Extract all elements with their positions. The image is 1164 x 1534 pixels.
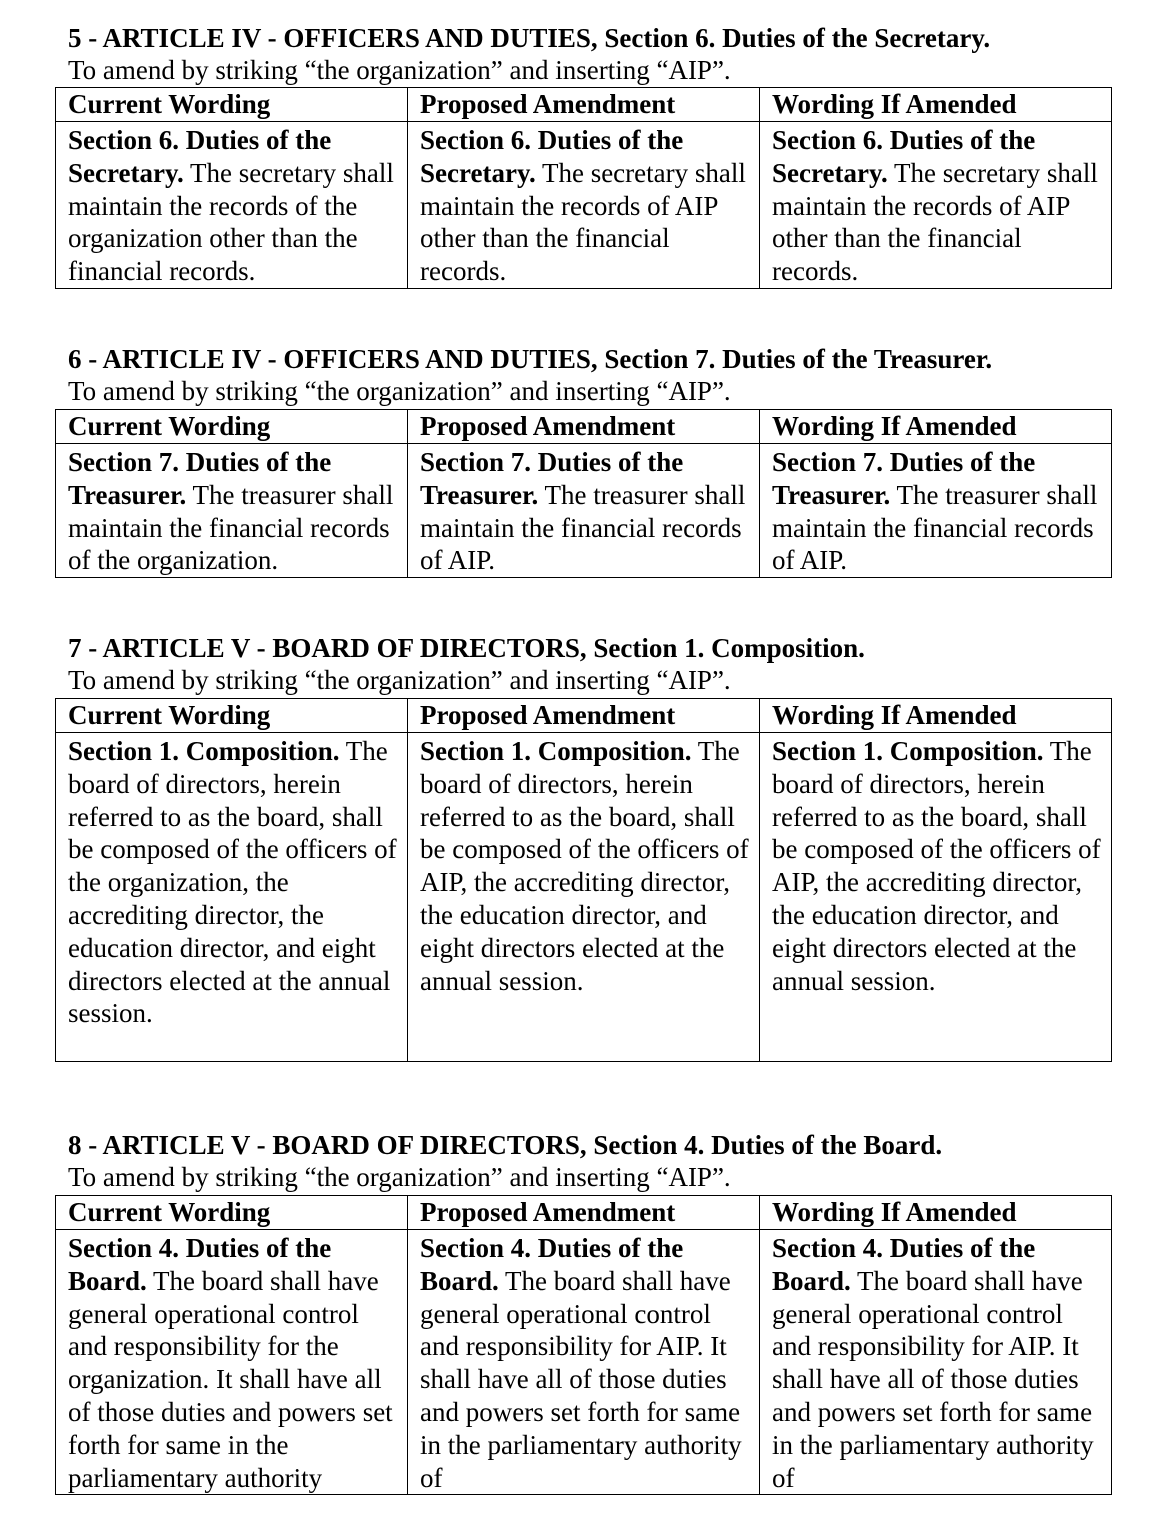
section-body: The secretary shall maintain the records of AIP other than the financial records.	[420, 157, 746, 287]
column-header-amended: Wording If Amended	[760, 410, 1112, 444]
table-row	[56, 444, 1112, 578]
section-body: The treasurer shall maintain the financial records of AIP.	[420, 479, 746, 576]
section-body: The board shall have general operational control and responsibility for the organization. It shall have all of those duties and powers set forth for same in the parliamentary authority	[68, 1265, 393, 1493]
section-body: The board shall have general operational control and responsibility for AIP. It shall have all of those duties and powers set forth for same in the parliamentary authority of	[772, 1265, 1094, 1493]
section-title: Section 4. Duties of the Board.	[420, 1233, 684, 1296]
section-body: The secretary shall maintain the records of AIP other than the financial records.	[772, 157, 1098, 287]
column-header-proposed: Proposed Amendment	[408, 410, 760, 444]
section-title: Section 6. Duties of the Secretary.	[420, 125, 684, 188]
amendment-instruction: To amend by striking “the organization” and inserting “AIP”.	[68, 1162, 731, 1192]
amendment-heading: 8 - ARTICLE V - BOARD OF DIRECTORS, Section 4. Duties of the Board.	[68, 1130, 943, 1160]
section-title: Section 4. Duties of the Board.	[772, 1233, 1036, 1296]
column-header-amended: Wording If Amended	[760, 1196, 1112, 1230]
proposed-amendment-cell	[408, 733, 760, 1062]
amendment-heading: 5 - ARTICLE IV - OFFICERS AND DUTIES, Section 6. Duties of the Secretary.	[68, 23, 991, 53]
section-title: Section 7. Duties of the Treasurer.	[68, 447, 332, 510]
wording-if-amended-cell	[760, 733, 1112, 1062]
section-body: The treasurer shall maintain the financial records of the organization.	[68, 479, 394, 576]
section-title: Section 7. Duties of the Treasurer.	[420, 447, 684, 510]
table-header-row	[56, 1196, 1112, 1230]
section-body: The board shall have general operational control and responsibility for AIP. It shall have all of those duties and powers set forth for same in the parliamentary authority of	[420, 1265, 742, 1493]
column-header-current: Current Wording	[56, 1196, 408, 1230]
section-title: Section 1. Composition.	[68, 736, 340, 766]
proposed-amendment-cell	[408, 122, 760, 289]
current-wording-cell	[56, 444, 408, 578]
proposed-amendment-cell	[408, 444, 760, 578]
table-header-row	[56, 410, 1112, 444]
column-header-proposed: Proposed Amendment	[408, 699, 760, 733]
column-header-current: Current Wording	[56, 699, 408, 733]
section-title: Section 1. Composition.	[772, 736, 1044, 766]
amendment-table	[55, 1195, 1112, 1495]
section-body: The board of directors, herein referred to as the board, shall be composed of the officers of the organization, the accrediting director, the education director, and eight directors elected at the annual session.	[68, 736, 397, 1029]
current-wording-cell	[56, 122, 408, 289]
wording-if-amended-cell	[760, 444, 1112, 578]
section-body: The board of directors, herein referred to as the board, shall be composed of the officers of AIP, the accrediting director, the education director, and eight directors elected at the annual session.	[772, 736, 1101, 996]
section-body: The secretary shall maintain the records of the organization other than the financial records.	[68, 157, 394, 287]
table-row	[56, 122, 1112, 289]
section-title: Section 6. Duties of the Secretary.	[68, 125, 332, 188]
section-body: The treasurer shall maintain the financial records of AIP.	[772, 479, 1098, 576]
section-title: Section 7. Duties of the Treasurer.	[772, 447, 1036, 510]
amendment-heading: 6 - ARTICLE IV - OFFICERS AND DUTIES, Section 7. Duties of the Treasurer.	[68, 344, 993, 374]
amendment-table	[55, 409, 1112, 578]
column-header-amended: Wording If Amended	[760, 88, 1112, 122]
amendment-instruction: To amend by striking “the organization” and inserting “AIP”.	[68, 376, 731, 406]
current-wording-cell	[56, 733, 408, 1062]
column-header-amended: Wording If Amended	[760, 699, 1112, 733]
column-header-current: Current Wording	[56, 410, 408, 444]
column-header-proposed: Proposed Amendment	[408, 88, 760, 122]
wording-if-amended-cell	[760, 1230, 1112, 1495]
current-wording-cell	[56, 1230, 408, 1495]
amendment-table	[55, 698, 1112, 1062]
amendment-instruction: To amend by striking “the organization” and inserting “AIP”.	[68, 665, 731, 695]
section-body: The board of directors, herein referred to as the board, shall be composed of the officers of AIP, the accrediting director, the education director, and eight directors elected at the annual session.	[420, 736, 749, 996]
section-title: Section 6. Duties of the Secretary.	[772, 125, 1036, 188]
proposed-amendment-cell	[408, 1230, 760, 1495]
table-header-row	[56, 699, 1112, 733]
amendment-instruction: To amend by striking “the organization” and inserting “AIP”.	[68, 55, 731, 85]
column-header-proposed: Proposed Amendment	[408, 1196, 760, 1230]
table-row	[56, 1230, 1112, 1495]
amendment-heading: 7 - ARTICLE V - BOARD OF DIRECTORS, Section 1. Composition.	[68, 633, 865, 663]
section-title: Section 4. Duties of the Board.	[68, 1233, 332, 1296]
wording-if-amended-cell	[760, 122, 1112, 289]
section-title: Section 1. Composition.	[420, 736, 692, 766]
column-header-current: Current Wording	[56, 88, 408, 122]
amendment-table	[55, 87, 1112, 289]
table-header-row	[56, 88, 1112, 122]
table-row	[56, 733, 1112, 1062]
